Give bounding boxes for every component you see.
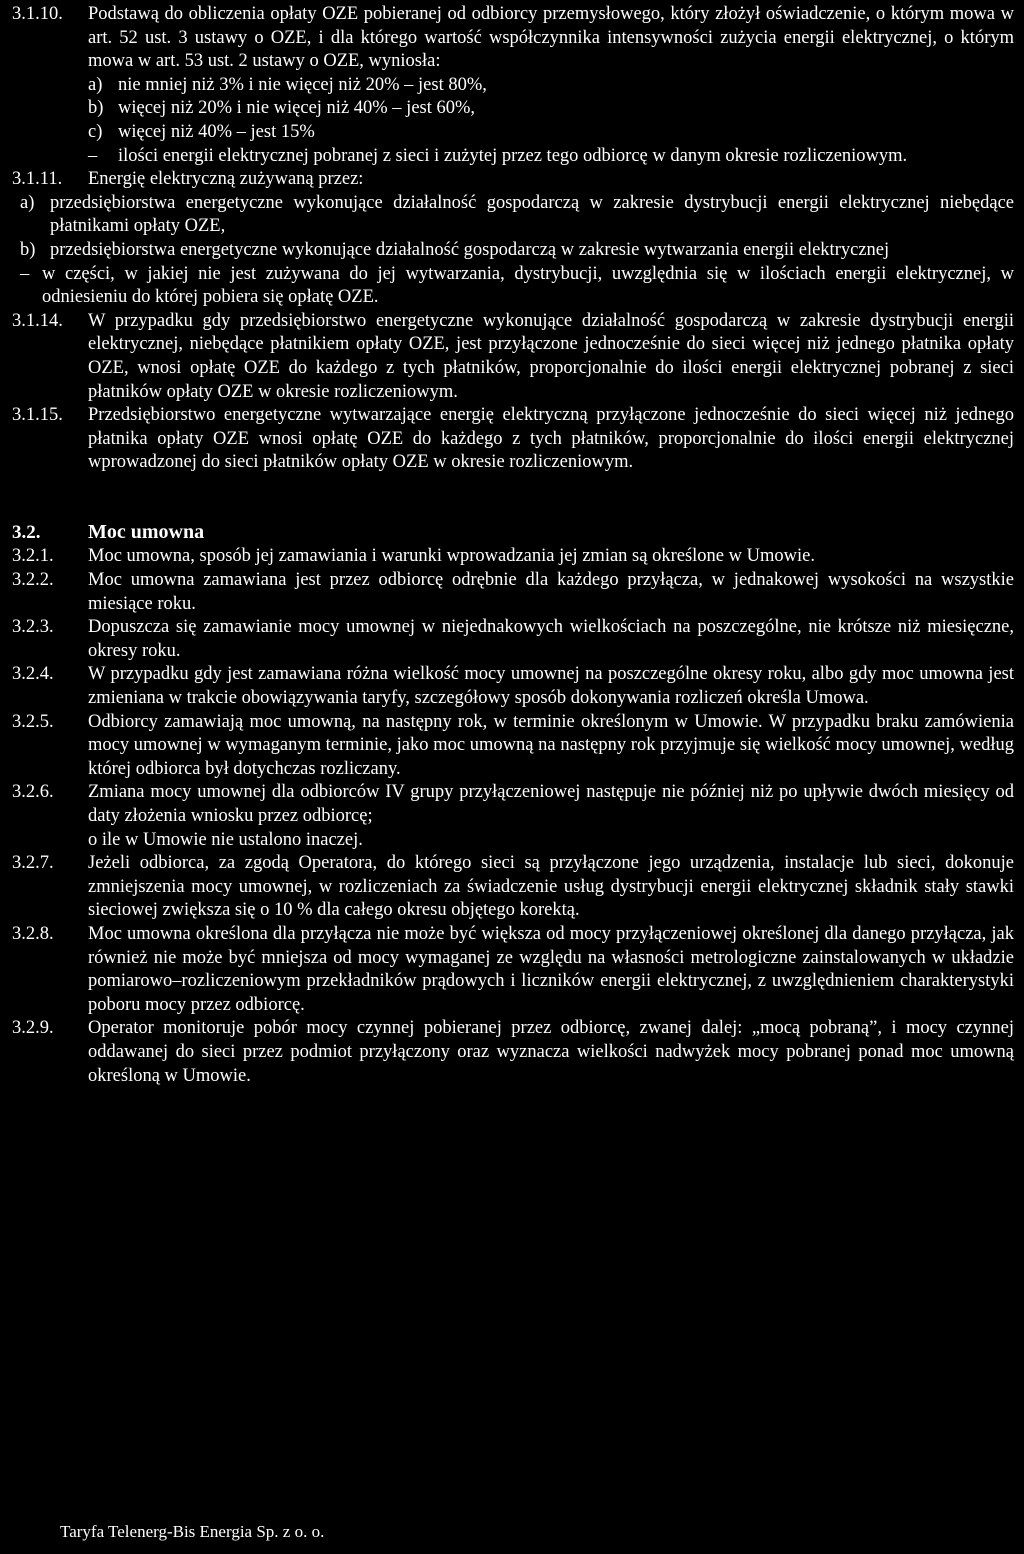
paragraph-3-1-14 [12, 310, 1014, 404]
paragraph-number: 3.1.14. [12, 310, 63, 331]
paragraph-3-2-2 [12, 569, 1014, 616]
paragraph-3-2-7 [12, 852, 1014, 923]
paragraph-number: 3.2.7. [12, 853, 54, 874]
list-item: b) przedsiębiorstwa energetyczne wykonujące działalność gospodarczą w zakresie wytwarzania energii elektrycznej [20, 239, 890, 260]
paragraph-3-1-11 [12, 168, 1014, 192]
paragraph-number: 3.2.1. [12, 546, 54, 567]
section-title: Moc umowna [88, 520, 205, 543]
paragraph-text: Moc umowna określona dla przyłącza nie może być większa od mocy przyłączeniowej określonej dla danego przyłącza, jak również nie może być mniejsza od mocy wymaganej ze względu na własności metrologiczne zainstalowanych w układzie pomiarowo–rozliczeniowym przekładników prądowych i liczników energii elektrycznej, z uwzględnieniem charakterystyki poboru mocy przez odbiorcę. [88, 923, 1014, 1015]
paragraph-3-2-1 [12, 545, 1014, 569]
paragraph-text: Podstawą do obliczenia opłaty OZE pobieranej od odbiorcy przemysłowego, który złożył oświadczenie, o którym mowa w art. 52 ust. 3 ustawy o OZE, i dla którego wartość współczynnika intensywności zużycia energii elektrycznej, o którym mowa w art. 53 ust. 2 ustawy o OZE, wyniosła: [88, 4, 1014, 72]
paragraph-text: Moc umowna zamawiana jest przez odbiorcę odrębnie dla każdego przyłącza, w jednakowej wysokości na wszystkie miesiące roku. [88, 570, 1014, 614]
paragraph-number: 3.1.15. [12, 405, 63, 426]
paragraph-text: Przedsiębiorstwo energetyczne wytwarzające energię elektryczną przyłączone jednocześnie do sieci więcej niż jednego płatnika opłaty OZE wnosi opłatę OZE do każdego z tych płatników, proporcjonalnie do ilości energii elektrycznej wprowadzonej do sieci płatników opłaty OZE w okresie rozliczeniowym. [88, 405, 1014, 473]
list-item: a) przedsiębiorstwa energetyczne wykonujące działalność gospodarczą w zakresie dystrybucji energii elektrycznej niebędące płatnikami opłaty OZE, [20, 192, 1014, 237]
paragraph-text: Operator monitoruje pobór mocy czynnej pobieranej przez odbiorcę, zwanej dalej: „mocą pobraną”, i mocy czynnej oddawanej do sieci przez podmiot przyłączony oraz wyznacza wielkości nadwyżek mocy pobranej ponad moc umowną określoną w Umowie. [88, 1018, 1014, 1086]
paragraph-continuation: o ile w Umowie nie ustalono inaczej. [88, 829, 363, 850]
paragraph-text: Zmiana mocy umownej dla odbiorców IV grupy przyłączeniowej następuje nie później niż po upływie dwóch miesięcy od daty złożenia wniosku przez odbiorcę; [88, 782, 1014, 826]
paragraph-3-2-5 [12, 711, 1014, 782]
paragraph-text: Energię elektryczną zużywaną przez: [88, 169, 364, 190]
paragraph-number: 3.2.9. [12, 1018, 54, 1039]
section-gap [12, 475, 1014, 521]
paragraph-3-2-3 [12, 616, 1014, 663]
dash-line: – ilości energii elektrycznej pobranej z sieci i zużytej przez tego odbiorcę w danym okresie rozliczeniowym. [88, 145, 908, 166]
paragraph-number: 3.1.10. [12, 4, 63, 24]
dash-line: – w części, w jakiej nie jest zużywana do jej wytwarzania, dystrybucji, uwzględnia się w ilościach energii elektrycznej, w odniesieniu do której pobiera się opłatę OZE. [20, 263, 1014, 308]
paragraph-text: W przypadku gdy przedsiębiorstwo energetyczne wykonujące działalność gospodarczą w zakresie dystrybucji energii elektrycznej, niebędące płatnikiem opłaty OZE, jest przyłączone jednocześnie do sieci więcej niż jednego płatnika opłaty OZE, wnosi opłatę OZE do każdego z tych płatników, proporcjonalnie do ilości energii elektrycznej pobranej z sieci płatników opłaty OZE w okresie rozliczeniowym. [88, 310, 1014, 402]
paragraph-3-1-10 [12, 3, 1014, 168]
paragraph-3-2-4 [12, 663, 1014, 710]
list-item: a) nie mniej niż 3% i nie więcej niż 20% – jest 80%, [88, 74, 487, 95]
section-heading [12, 521, 1014, 545]
paragraph-text: Odbiorcy zamawiają moc umowną, na następny rok, w terminie określonym w Umowie. W przypadku braku zamówienia mocy umownej w wymaganym terminie, jako moc umowną na następny rok przyjmuje się wielkość mocy umownej, według której odbiorca był dotychczas rozliczany. [88, 711, 1014, 779]
paragraph-text: W przypadku gdy jest zamawiana różna wielkość mocy umownej na poszczególne okresy roku, albo gdy moc umowna jest zmieniana w trakcie obowiązywania taryfy, szczegółowy sposób dokonywania rozliczeń określa Umowa. [88, 664, 1014, 709]
paragraph-number: 3.1.11. [12, 169, 63, 190]
paragraph-number: 3.2.6. [12, 782, 54, 803]
section-number: 3.2. [12, 521, 41, 543]
paragraph-number: 3.2.3. [12, 617, 54, 638]
paragraph-3-1-15 [12, 404, 1014, 475]
paragraph-text: Moc umowna, sposób jej zamawiania i warunki wprowadzania jej zmian są określone w Umowie. [88, 546, 815, 567]
paragraph-3-2-8 [12, 923, 1014, 1017]
list-item: b) więcej niż 20% i nie więcej niż 40% – jest 60%, [88, 98, 476, 119]
paragraph-3-2-9 [12, 1017, 1014, 1088]
paragraph-number: 3.2.2. [12, 570, 54, 591]
paragraph-text: Dopuszcza się zamawianie mocy umownej w niejednakowych wielkościach na poszczególne, nie krótsze niż miesięczne, okresy roku. [88, 617, 1014, 661]
paragraph-number: 3.2.4. [12, 664, 54, 685]
paragraph-3-2-6 [12, 781, 1014, 852]
paragraph-text: Jeżeli odbiorca, za zgodą Operatora, do którego sieci są przyłączone jego urządzenia, instalacje lub sieci, dokonuje zmniejszenia mocy umownej, w rozliczeniach za świadczenie usług dystrybucji energii elektrycznej składnik stały stawki sieciowej zwiększa się o 10 % dla całego okresu objętego korektą. [88, 853, 1014, 921]
list-item: c) więcej niż 40% – jest 15% [88, 121, 315, 142]
page-footer: Taryfa Telenerg-Bis Energia Sp. z o. o. [60, 1522, 325, 1541]
paragraph-number: 3.2.5. [12, 711, 54, 732]
paragraph-number: 3.2.8. [12, 923, 54, 944]
